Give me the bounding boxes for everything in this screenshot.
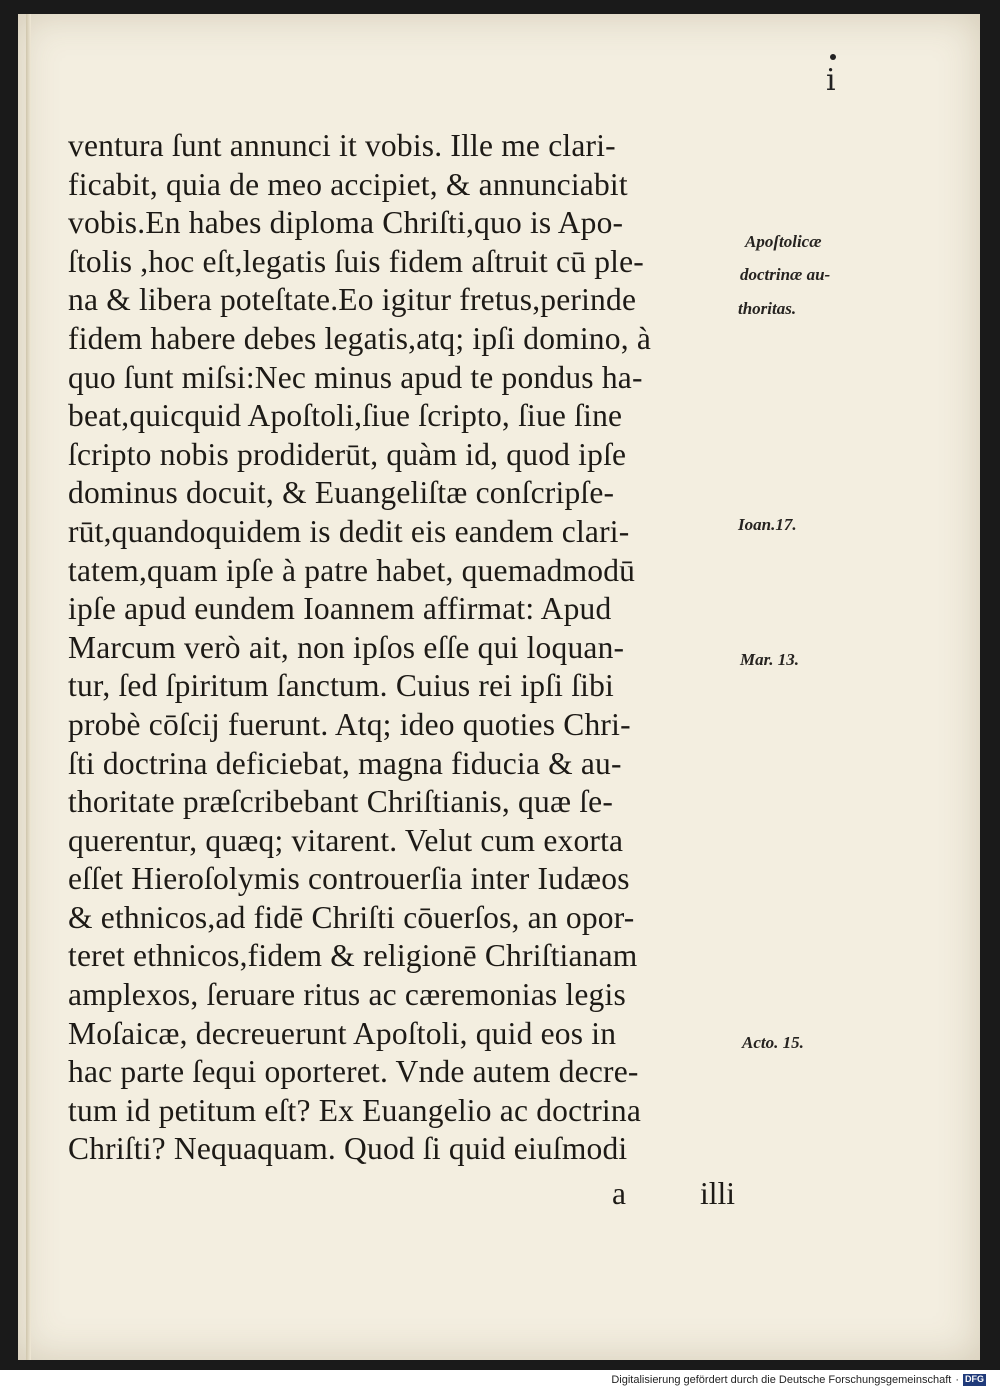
text-line: teret ethnicos,fidem & religionē Chriſtianam <box>68 938 638 974</box>
text-line: ſtolis ,hoc eſt,legatis ſuis fidem aſtruit cū ple- <box>68 243 645 279</box>
footer-credit: Digitalisierung gefördert durch die Deutsche Forschungsgemeinschaft <box>611 1374 952 1386</box>
separator-dot: · <box>955 1374 959 1386</box>
signature-mark: a <box>612 1176 626 1211</box>
text-line: Marcum verò ait, non ipſos eſſe qui loquan- <box>68 629 625 665</box>
marginal-note: Apoſtolicæ <box>745 232 822 251</box>
marginal-reference: Mar. 13. <box>740 650 800 669</box>
text-line: beat,quicquid Apoſtoli,ſiue ſcripto, ſiue ſine <box>68 398 623 434</box>
text-line: eſſet Hieroſolymis controuerſia inter Iudæos <box>68 861 630 897</box>
text-line: Chriſti? Nequaquam. Quod ſi quid eiuſmodi <box>68 1131 628 1167</box>
text-line: & ethnicos,ad fidē Chriſti cōuerſos, an opor- <box>68 899 635 935</box>
text-line: hac parte ſequi oporteret. Vnde autem decre- <box>68 1054 639 1090</box>
text-line: ſti doctrina deficiebat, magna fiducia & au- <box>68 745 622 781</box>
text-line: fidem habere debes legatis,atq; ipſi domino, à <box>68 320 652 356</box>
text-line: Moſaicæ, decreuerunt Apoſtoli, quid eos in <box>68 1015 617 1051</box>
marginal-note: doctrinæ au- <box>740 265 831 284</box>
text-line: tum id petitum eſt? Ex Euangelio ac doctrina <box>68 1092 642 1128</box>
marginal-note: thoritas. <box>738 299 797 318</box>
main-text-block <box>68 127 768 1169</box>
catchword-line <box>68 1176 768 1216</box>
text-line: vobis.En habes diploma Chriſti,quo is Apo- <box>68 205 624 241</box>
marginal-reference: Acto. 15. <box>742 1033 804 1052</box>
book-page <box>18 14 980 1360</box>
text-line: probè cōſcij fuerunt. Atq; ideo quoties Chri- <box>68 706 631 742</box>
text-line: querentur, quæq; vitarent. Velut cum exorta <box>68 822 624 858</box>
folio-number: i <box>826 63 836 98</box>
text-line: thoritate præſcribebant Chriſtianis, quæ ſe- <box>68 784 614 820</box>
page-gutter <box>26 14 31 1360</box>
digitization-footer <box>611 1374 986 1386</box>
text-line: rūt,quandoquidem is dedit eis eandem clari- <box>68 513 630 549</box>
text-line: amplexos, ſeruare ritus ac cæremonias legis <box>68 977 626 1013</box>
marginal-reference: Ioan.17. <box>738 515 797 534</box>
text-line: ficabit, quia de meo accipiet, & annunciabit <box>68 166 628 202</box>
text-line: ipſe apud eundem Ioannem affirmat: Apud <box>68 591 612 627</box>
folio-dot <box>830 54 836 60</box>
text-line: na & libera poteſtate.Eo igitur fretus,perinde <box>68 282 637 318</box>
text-line: tatem,quam ipſe à patre habet, quemadmodū <box>68 552 636 588</box>
text-line: ventura ſunt annunci it vobis. Ille me clari- <box>68 128 616 163</box>
dfg-logo-icon: DFG <box>965 1374 984 1385</box>
catchword: illi <box>700 1176 736 1211</box>
text-line: dominus docuit, & Euangeliſtæ conſcripſe- <box>68 475 615 511</box>
text-line: tur, ſed ſpiritum ſanctum. Cuius rei ipſi ſibi <box>68 668 615 704</box>
text-line: quo ſunt miſsi:Nec minus apud te pondus ha- <box>68 359 643 395</box>
text-line: ſcripto nobis prodiderūt, quàm id, quod ipſe <box>68 436 627 472</box>
